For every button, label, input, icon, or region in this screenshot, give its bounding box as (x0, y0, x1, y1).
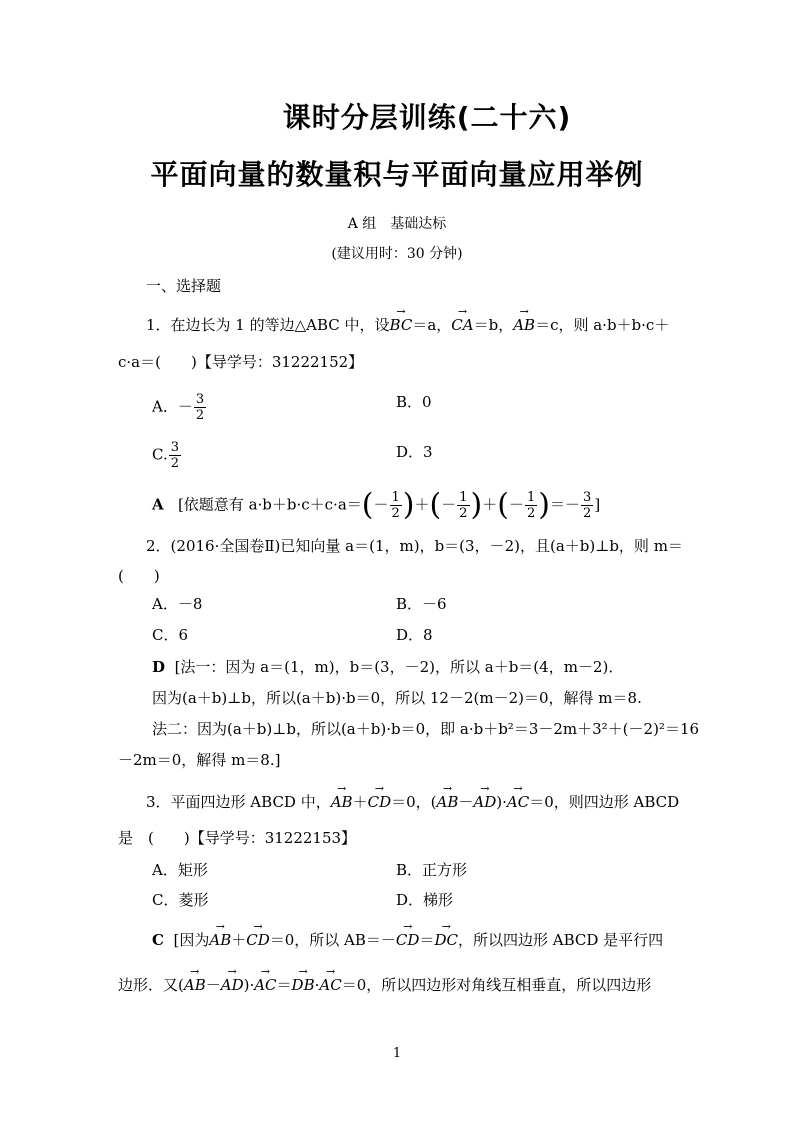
dot-sign: )· (243, 976, 255, 994)
page-subtitle: 平面向量的数量积与平面向量应用举例 (150, 158, 644, 191)
bracket-close: ] (594, 495, 601, 514)
vector-ab: → AB (437, 792, 459, 812)
denominator: 2 (583, 506, 592, 521)
fraction (194, 392, 206, 423)
vector-ab: → AB (209, 930, 231, 950)
denominator: 2 (195, 408, 205, 423)
plus-sign: ＋ (352, 793, 368, 811)
q2-answer-line4: －2m＝0，解得 m＝8.] (118, 751, 281, 769)
q3-option-b: B．正方形 (396, 861, 468, 879)
vector-ab: → AB (513, 315, 535, 335)
vector-ac: → AC (319, 975, 341, 995)
q3-option-a: A．矩形 (152, 861, 208, 879)
plus-sign: ＋ (231, 931, 247, 949)
q1-option-a-label: A．－ (152, 397, 193, 416)
q1-stem (146, 315, 669, 335)
vector-ca: → CA (451, 315, 473, 335)
q2-answer-letter: D (152, 658, 166, 676)
q1-option-d: D．3 (396, 443, 433, 461)
group-label: A 组 基础达标 (347, 216, 447, 232)
q3-answer-line1 (152, 930, 663, 950)
q1-answer: A [依题意有 a·b＋b·c＋c·a＝(－ $\frac{1}{2}$ )＋(－ $\frac{1}{2}$ )＋(－ $\frac{1}{2}$ )＝－ $\frac{3}{2}$ ] (152, 487, 601, 523)
q1-answer-letter: A (152, 495, 164, 514)
q2-answer-text: [法一：因为 a＝(1，m)，b＝(3，－2)，所以 a＋b＝(4，m－2)． (174, 658, 624, 676)
q2-option-d: D．8 (396, 626, 433, 644)
q3-answer-text: ＝0，所以四边形对角线互相垂直，所以四边形 (341, 976, 652, 994)
q3-answer-text: ，所以四边形 ABCD 是平行四 (457, 931, 664, 949)
fraction (390, 490, 402, 521)
fraction (169, 440, 181, 471)
vector-ac: → AC (507, 792, 529, 812)
q3-answer-text: 边形．又( (118, 976, 184, 994)
vector-ab: → AB (331, 792, 353, 812)
equals-sign: ＝－ (550, 495, 581, 514)
q1-eq-c: ＝c，则 a·b＋b·c＋ (535, 316, 670, 334)
q1-answer-text: [依题意有 a·b＋b·c＋c·a＝ (177, 495, 362, 514)
q3-option-c: C．菱形 (152, 891, 209, 909)
q1-stem-cont: c·a＝( )【导学号：31222152】 (118, 353, 364, 371)
q1-option-c-label: C. (152, 445, 168, 464)
vector-ad: → AD (221, 975, 244, 995)
q3-stem (146, 792, 679, 812)
q3-answer-text: [因为 (173, 931, 210, 949)
q2-answer-line3: 法二：因为(a＋b)⊥b，所以(a＋b)·b＝0，即 a·b＋b²＝3－2m＋3²＋(－2)²＝16 (152, 720, 700, 738)
q1-option-c (152, 440, 182, 471)
q3-eq: ＝0，( (391, 793, 437, 811)
q3-stem-cont: 是 ( )【导学号：31222153】 (118, 829, 357, 847)
numerator: 1 (527, 490, 536, 505)
q3-dot: )· (496, 793, 507, 811)
vector-ab: → AB (184, 975, 206, 995)
q2-answer-line2: 因为(a＋b)⊥b，所以(a＋b)·b＝0，所以 12－2(m－2)＝0，解得 m＝8. (152, 689, 642, 707)
vector-db: → DB (292, 975, 315, 995)
q2-option-a: A．－8 (152, 595, 203, 613)
minus-sign: － (441, 495, 457, 514)
page-title: 课时分层训练(二十六) (282, 101, 572, 134)
q3-intro: 3．平面四边形 ABCD 中， (146, 793, 331, 811)
vector-cd: → CD (368, 792, 392, 812)
numerator: 3 (170, 440, 179, 455)
q3-option-d: D．梯形 (396, 891, 454, 909)
q3-answer-letter: C (152, 931, 164, 949)
vector-cd: → CD (396, 930, 420, 950)
dot-sign: · (314, 976, 320, 994)
vector-cd: → CD (246, 930, 270, 950)
denominator: 2 (170, 456, 179, 471)
fraction (525, 490, 537, 521)
plus-sign: ＋ (482, 495, 498, 514)
equals-sign: ＝ (276, 976, 292, 994)
minus-sign: － (205, 976, 221, 994)
q2-paren: ( ) (118, 567, 160, 585)
numerator: 1 (459, 490, 468, 505)
vector-dc: → DC (434, 930, 458, 950)
q3-answer-line2 (118, 975, 651, 995)
time-note: (建议用时：30 分钟) (331, 246, 463, 262)
q1-option-b: B．0 (396, 393, 432, 411)
q1-intro: 1．在边长为 1 的等边△ABC 中，设 (146, 316, 390, 334)
q1-eq-b: ＝b， (473, 316, 514, 334)
denominator: 2 (459, 506, 468, 521)
q2-stem: 2．(2016·全国卷Ⅱ)已知向量 a＝(1，m)，b＝(3，－2)，且(a＋b)⊥b，则 m＝ (146, 537, 683, 555)
equals-sign: ＝ (419, 931, 435, 949)
q3-eq-end: ＝0，则四边形 ABCD (529, 793, 680, 811)
minus-sign: － (458, 793, 474, 811)
denominator: 2 (527, 506, 536, 521)
q2-option-b: B．－6 (396, 595, 447, 613)
q2-answer-line1 (152, 657, 623, 677)
numerator: 1 (391, 490, 400, 505)
fraction (457, 490, 469, 521)
numerator: 3 (583, 490, 592, 505)
numerator: 3 (195, 392, 205, 407)
minus-sign: － (373, 495, 389, 514)
q3-answer-text: ＝0，所以 AB＝－ (269, 931, 396, 949)
minus-sign: － (509, 495, 525, 514)
denominator: 2 (391, 506, 400, 521)
fraction (581, 490, 593, 521)
q2-option-c: C．6 (152, 626, 189, 644)
vector-ac: → AC (254, 975, 276, 995)
plus-sign: ＋ (414, 495, 430, 514)
q1-eq-a: ＝a， (412, 316, 452, 334)
vector-bc: → BC (390, 315, 413, 335)
page-number: 1 (392, 1046, 402, 1061)
vector-ad: → AD (473, 792, 496, 812)
q1-option-a (152, 392, 207, 423)
section-heading: 一、选择题 (146, 277, 222, 295)
